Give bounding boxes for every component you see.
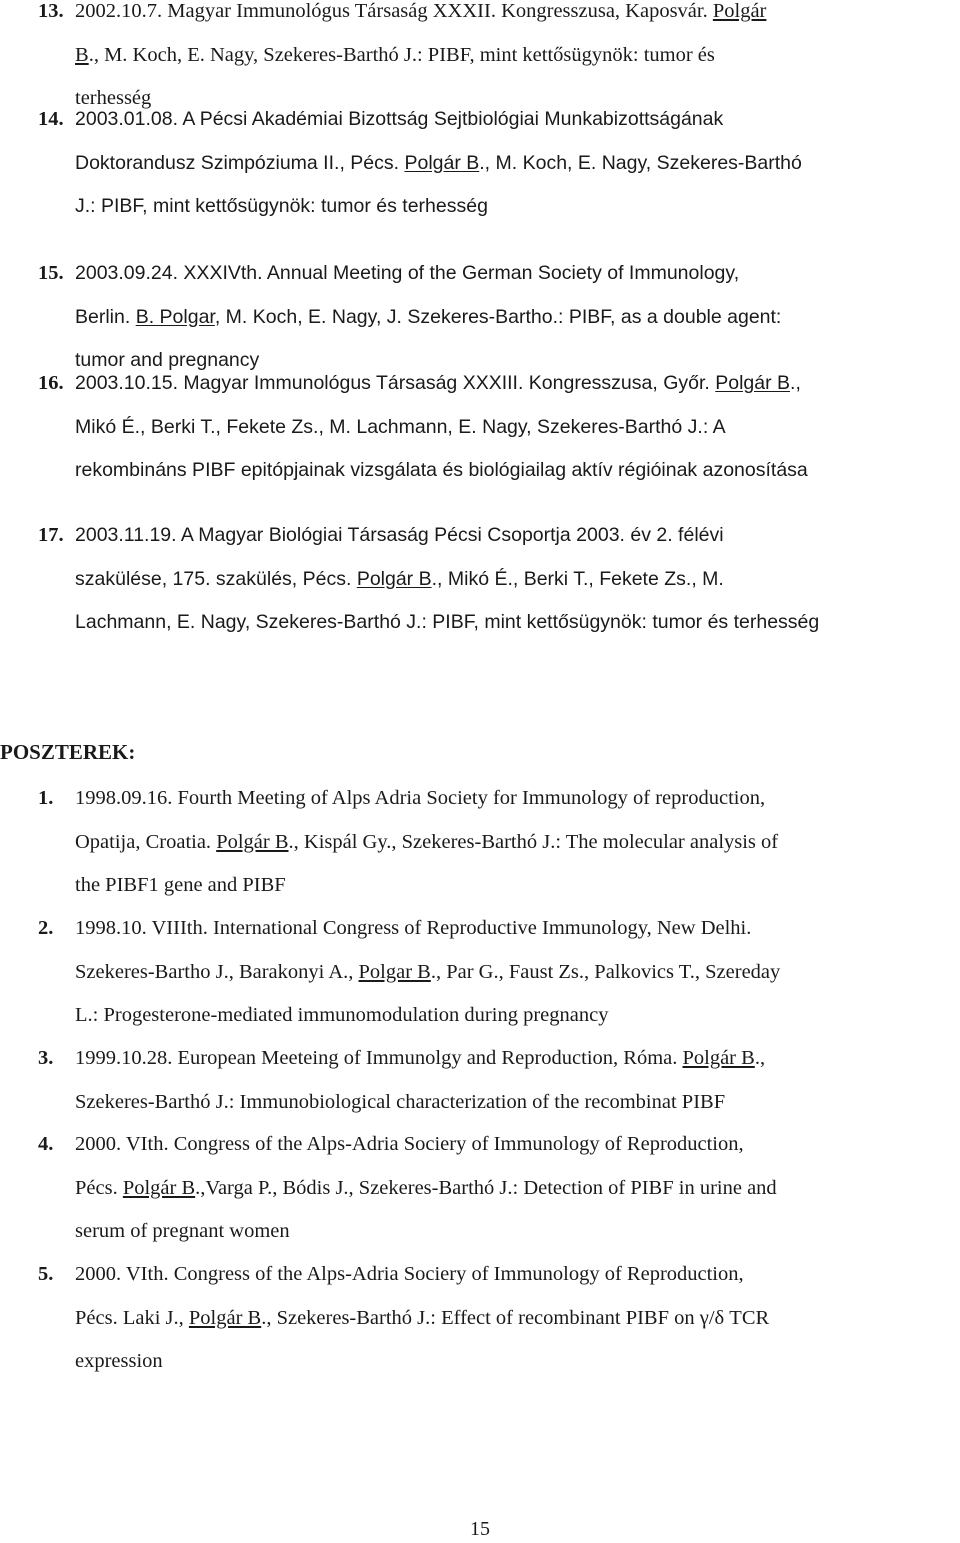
- entry-line: the PIBF1 gene and PIBF: [75, 874, 286, 896]
- entry-line: Mikó É., Berki T., Fekete Zs., M. Lachmann, E. Nagy, Szekeres-Barthó J.: A: [75, 415, 726, 438]
- posters-entry: [38, 1037, 956, 1124]
- entry-text: [38, 1253, 956, 1384]
- entry-text: [38, 98, 956, 229]
- talks-entry: [38, 98, 956, 229]
- entry-line: Szekeres-Bartho J., Barakonyi A., Polgar B., Par G., Faust Zs., Palkovics T., Szereday: [75, 960, 781, 983]
- entry-line: 2003.11.19. A Magyar Biológiai Társaság Pécsi Csoportja 2003. év 2. félévi: [75, 524, 724, 546]
- entry-text: [38, 907, 956, 1038]
- posters-entry: [38, 777, 956, 908]
- entry-number: 15.: [38, 262, 64, 284]
- entry-text: [38, 1123, 956, 1254]
- entry-line: 2003.09.24. XXXIVth. Annual Meeting of the German Society of Immunology,: [75, 262, 740, 284]
- entry-text: [38, 514, 956, 645]
- entry-number: 14.: [38, 108, 64, 130]
- entry-line: 1998.09.16. Fourth Meeting of Alps Adria Society for Immunology of reproduction,: [75, 787, 766, 809]
- entry-line: 1999.10.28. European Meeteing of Immunolgy and Reproduction, Róma. Polgár B.,: [75, 1047, 766, 1069]
- author-name: B: [75, 43, 89, 66]
- entry-line: B., M. Koch, E. Nagy, Szekeres-Barthó J.: PIBF, mint kettősügynök: tumor és: [75, 43, 715, 66]
- posters-entry: [38, 1253, 956, 1384]
- entry-line: J.: PIBF, mint kettősügynök: tumor és terhesség: [75, 195, 488, 217]
- entry-line: 2000. VIth. Congress of the Alps-Adria Sociery of Immunology of Reproduction,: [75, 1263, 744, 1285]
- author-name: Polgár B: [122, 1176, 196, 1199]
- entry-line: 2000. VIth. Congress of the Alps-Adria Sociery of Immunology of Reproduction,: [75, 1133, 744, 1155]
- entry-line: 2003.01.08. A Pécsi Akadémiai Bizottság Sejtbiológiai Munkabizottságának: [75, 108, 724, 130]
- posters-entry: [38, 907, 956, 1038]
- author-name: Polgár B: [356, 567, 432, 590]
- talks-entry: [38, 362, 956, 493]
- posters-heading: POSZTEREK:: [0, 740, 136, 764]
- entry-number: 17.: [38, 524, 64, 546]
- entry-line: terhesség: [75, 87, 152, 109]
- entry-line: Lachmann, E. Nagy, Szekeres-Barthó J.: PIBF, mint kettősügynök: tumor és terhesség: [75, 611, 820, 633]
- entry-line: Doktorandusz Szimpóziuma II., Pécs. Polgár B., M. Koch, E. Nagy, Szekeres-Barthó: [75, 151, 802, 174]
- entry-line: szakülése, 175. szakülés, Pécs. Polgár B., Mikó É., Berki T., Fekete Zs., M.: [75, 567, 724, 590]
- entry-line: Opatija, Croatia. Polgár B., Kispál Gy., Szekeres-Barthó J.: The molecular analysis of: [75, 830, 779, 853]
- entry-text: [38, 362, 956, 493]
- entry-number: 16.: [38, 372, 64, 394]
- entry-line: tumor and pregnancy: [75, 349, 260, 371]
- author-name: B. Polgar: [135, 305, 215, 328]
- entry-line: Berlin. B. Polgar, M. Koch, E. Nagy, J. Szekeres-Bartho.: PIBF, as a double agent:: [75, 305, 782, 328]
- entry-line: Pécs. Laki J., Polgár B., Szekeres-Barthó J.: Effect of recombinant PIBF on γ/δ TCR: [75, 1306, 770, 1329]
- author-name: Polgár B: [682, 1047, 755, 1069]
- entry-line: Szekeres-Barthó J.: Immunobiological characterization of the recombinat PIBF: [75, 1090, 726, 1113]
- author-name: Polgár B: [216, 830, 289, 853]
- entry-line: 2002.10.7. Magyar Immunológus Társaság XXXII. Kongresszusa, Kaposvár. Polgár: [75, 0, 767, 22]
- author-name: Polgar B: [358, 960, 431, 983]
- author-name: Polgár B: [715, 372, 791, 394]
- page-number: 15: [470, 1518, 490, 1540]
- entry-number: 2.: [38, 917, 54, 939]
- entry-line: L.: Progesterone-mediated immunomodulation during pregnancy: [75, 1004, 609, 1026]
- author-name: Polgár B: [188, 1306, 262, 1329]
- entry-line: rekombináns PIBF epitópjainak vizsgálata és biológiailag aktív régióinak azonosítása: [75, 459, 808, 481]
- entry-line: serum of pregnant women: [75, 1220, 290, 1242]
- author-name: Polgár: [712, 0, 767, 22]
- author-name: Polgár B: [404, 151, 480, 174]
- entry-line: 2003.10.15. Magyar Immunológus Társaság XXXIII. Kongresszusa, Győr. Polgár B.,: [75, 372, 801, 394]
- entry-number: 3.: [38, 1047, 54, 1069]
- entry-line: expression: [75, 1350, 163, 1372]
- entry-line: Pécs. Polgár B.,Varga P., Bódis J., Szekeres-Barthó J.: Detection of PIBF in urine and: [75, 1176, 777, 1199]
- entry-number: 4.: [38, 1133, 54, 1155]
- entry-number: 1.: [38, 787, 54, 809]
- entry-text: [38, 1037, 956, 1124]
- entry-line: 1998.10. VIIIth. International Congress of Reproductive Immunology, New Delhi.: [75, 917, 752, 939]
- talks-entry: [38, 514, 956, 645]
- posters-entry: [38, 1123, 956, 1254]
- entry-number: 5.: [38, 1263, 54, 1285]
- entry-text: [38, 777, 956, 908]
- entry-number: 13.: [38, 0, 64, 22]
